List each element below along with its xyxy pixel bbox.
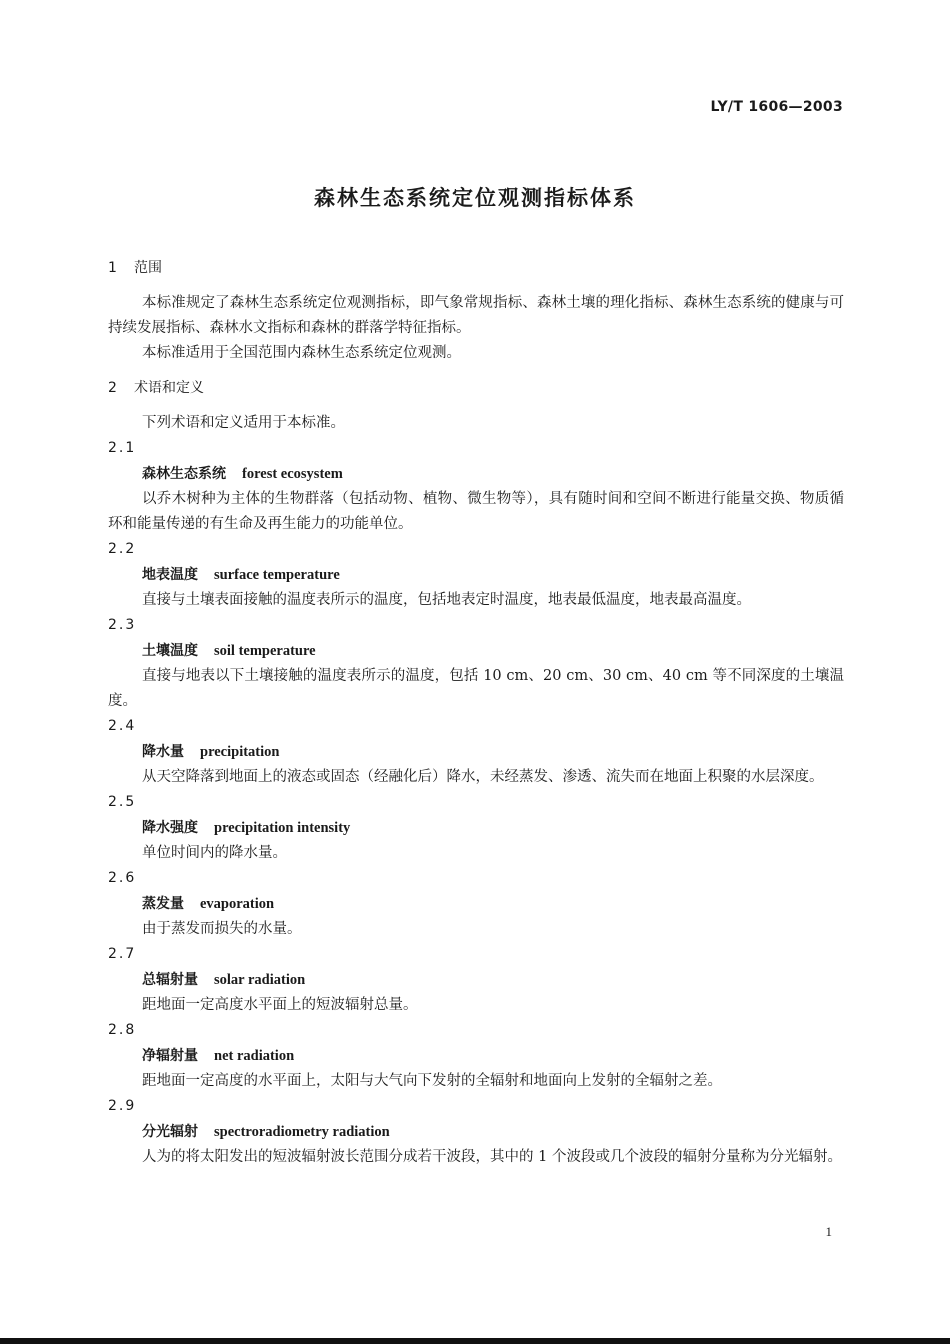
term-english: net radiation — [214, 1048, 295, 1064]
term-chinese: 分光辐射 — [142, 1124, 198, 1140]
term-heading — [108, 1043, 844, 1069]
term-heading — [108, 815, 844, 841]
term-heading — [108, 967, 844, 993]
term-heading — [108, 739, 844, 765]
term-number: 2.5 — [108, 794, 137, 810]
section-title: 范围 — [134, 260, 162, 276]
term-number: 2.4 — [108, 718, 137, 734]
term-definition: 由于蒸发而损失的水量。 — [142, 921, 302, 937]
term-definition: 从天空降落到地面上的液态或固态（经融化后）降水，未经蒸发、渗透、流失而在地面上积聚的水层深度。 — [142, 769, 824, 785]
term-chinese: 地表温度 — [142, 567, 198, 583]
term-definition: 距地面一定高度的水平面上，太阳与大气向下发射的全辐射和地面向上发射的全辐射之差。 — [142, 1073, 722, 1089]
term-number: 2.2 — [108, 541, 137, 557]
term-definition: 直接与土壤表面接触的温度表所示的温度，包括地表定时温度，地表最低温度，地表最高温度。 — [142, 592, 751, 608]
term-entry — [108, 942, 844, 1018]
terms-list — [108, 436, 844, 1170]
term-heading — [108, 891, 844, 917]
term-heading — [108, 638, 844, 664]
term-entry — [108, 1018, 844, 1094]
term-entry — [108, 436, 844, 537]
term-number: 2.8 — [108, 1022, 137, 1038]
standard-code: LY/T 1606—2003 — [710, 99, 843, 115]
section-number: 2 — [108, 380, 117, 396]
term-number: 2.9 — [108, 1098, 137, 1114]
term-english: solar radiation — [214, 972, 306, 988]
term-number: 2.7 — [108, 946, 137, 962]
section-title: 术语和定义 — [134, 380, 204, 396]
paragraph: 下列术语和定义适用于本标准。 — [142, 415, 345, 431]
term-number: 2.3 — [108, 617, 137, 633]
term-english: surface temperature — [214, 567, 340, 583]
term-definition: 单位时间内的降水量。 — [142, 845, 287, 861]
term-english: evaporation — [200, 896, 275, 912]
term-chinese: 降水量 — [142, 744, 184, 760]
section-heading-scope — [108, 256, 844, 281]
term-heading — [108, 461, 844, 487]
term-entry — [108, 790, 844, 866]
term-english: spectroradiometry radiation — [214, 1124, 390, 1140]
document-title: 森林生态系统定位观测指标体系 — [314, 186, 636, 210]
term-definition: 人为的将太阳发出的短波辐射波长范围分成若干波段，其中的 1 个波段或几个波段的辐射分量称为分光辐射。 — [142, 1149, 842, 1165]
term-heading — [108, 1119, 844, 1145]
page-number: 1 — [825, 1224, 832, 1239]
term-chinese: 降水强度 — [142, 820, 198, 836]
term-entry — [108, 714, 844, 790]
term-english: forest ecosystem — [242, 466, 343, 482]
term-chinese: 净辐射量 — [142, 1048, 198, 1064]
term-number: 2.6 — [108, 870, 137, 886]
section-heading-terms — [108, 376, 844, 401]
term-entry — [108, 866, 844, 942]
section-number: 1 — [108, 260, 117, 276]
paragraph: 本标准适用于全国范围内森林生态系统定位观测。 — [142, 345, 461, 361]
term-number: 2.1 — [108, 440, 137, 456]
term-entry — [108, 537, 844, 613]
term-english: precipitation — [200, 744, 280, 760]
page-bottom-rule — [0, 1338, 950, 1344]
term-chinese: 森林生态系统 — [142, 466, 226, 482]
term-chinese: 土壤温度 — [142, 643, 198, 659]
term-entry — [108, 1094, 844, 1170]
term-entry — [108, 613, 844, 714]
document-body — [108, 256, 844, 1170]
term-definition: 以乔木树种为主体的生物群落（包括动物、植物、微生物等），具有随时间和空间不断进行能量交换、物质循环和能量传递的有生命及再生能力的功能单位。 — [108, 491, 844, 532]
term-english: precipitation intensity — [214, 820, 351, 836]
term-chinese: 总辐射量 — [142, 972, 198, 988]
paragraph: 本标准规定了森林生态系统定位观测指标，即气象常规指标、森林土壤的理化指标、森林生态系统的健康与可持续发展指标、森林水文指标和森林的群落学特征指标。 — [108, 295, 844, 336]
term-definition: 距地面一定高度水平面上的短波辐射总量。 — [142, 997, 418, 1013]
term-definition: 直接与地表以下土壤接触的温度表所示的温度，包括 10 cm、20 cm、30 cm、40 cm 等不同深度的土壤温度。 — [108, 668, 844, 709]
term-english: soil temperature — [214, 643, 316, 659]
term-heading — [108, 562, 844, 588]
term-chinese: 蒸发量 — [142, 896, 184, 912]
